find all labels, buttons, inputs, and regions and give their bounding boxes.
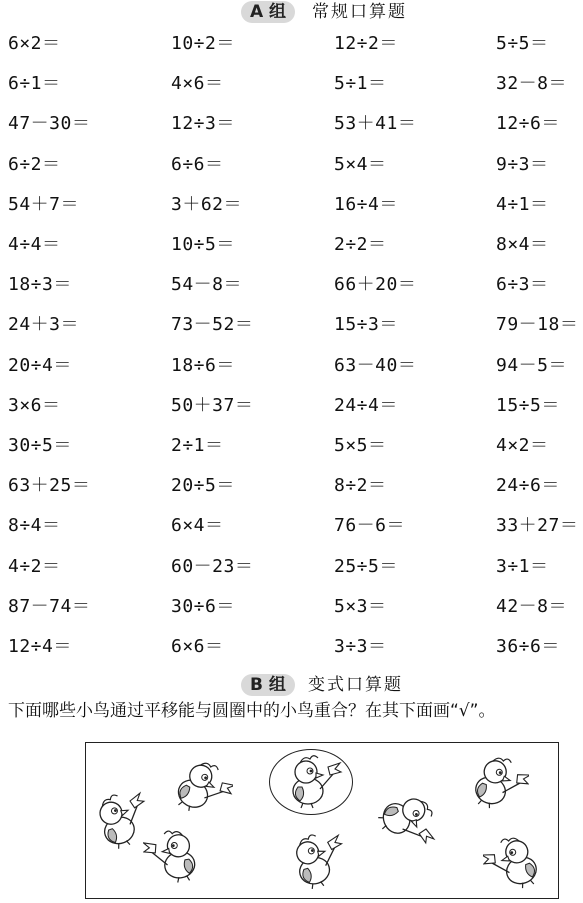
bird-icon: [163, 750, 233, 820]
problem-row: [0, 386, 583, 426]
problem-cell: 4÷1＝: [496, 193, 549, 215]
problem-cell: 54＋7＝: [8, 193, 80, 215]
problem-cell: 5×5＝: [334, 435, 387, 456]
problem-cell: 32－8＝: [496, 73, 568, 95]
section-a-header: [0, 0, 583, 24]
problem-cell: 12÷3＝: [171, 113, 235, 135]
problem-row: [0, 547, 583, 587]
problem-row: [0, 145, 583, 185]
problem-row: [0, 185, 583, 225]
problem-cell: 5×4＝: [334, 153, 387, 175]
reference-bird-icon: [273, 746, 343, 816]
problem-cell: 6×2＝: [8, 33, 61, 54]
problem-row: [0, 225, 583, 265]
problem-cell: 53＋41＝: [334, 113, 417, 135]
problem-cell: 3÷3＝: [334, 636, 387, 657]
problem-cell: 24÷4＝: [334, 394, 398, 416]
section-a-title: 常规口算题: [312, 2, 407, 22]
problem-cell: 8×4＝: [496, 234, 549, 255]
problem-cell: 4÷2＝: [8, 555, 61, 577]
bird-icon: [81, 786, 151, 856]
problem-row: [0, 346, 583, 386]
problem-cell: 73－52＝: [171, 314, 254, 336]
problem-row: [0, 426, 583, 466]
problem-cell: 10÷2＝: [171, 33, 235, 54]
problem-row: [0, 24, 583, 64]
problem-cell: 15÷3＝: [334, 314, 398, 336]
problem-cell: 76－6＝: [334, 515, 406, 537]
problem-cell: 3＋62＝: [171, 193, 243, 215]
problem-cell: 15÷5＝: [496, 394, 560, 416]
problem-row: [0, 587, 583, 627]
problem-cell: 30÷6＝: [171, 595, 235, 617]
problem-cell: 4×2＝: [496, 435, 549, 456]
problem-cell: 18÷3＝: [8, 274, 72, 296]
problem-cell: 63＋25＝: [8, 475, 91, 497]
problem-row: [0, 305, 583, 345]
problem-cell: 16÷4＝: [334, 193, 398, 215]
birds-box: [85, 742, 559, 899]
bird-icon: [143, 820, 213, 890]
problem-cell: 50＋37＝: [171, 394, 254, 416]
problem-cell: 12÷2＝: [334, 33, 398, 54]
instruction-text: 下面哪些小鸟通过平移能与圆圈中的小鸟重合？在其下面画“√”。: [8, 701, 496, 721]
problem-cell: 2÷1＝: [171, 435, 224, 456]
problem-cell: 60－23＝: [171, 555, 254, 577]
problem-cell: 36÷6＝: [496, 636, 560, 657]
problem-row: [0, 64, 583, 104]
section-b-header: [0, 673, 583, 697]
problem-cell: 8÷2＝: [334, 475, 387, 497]
problem-row: [0, 466, 583, 506]
problem-cell: 24＋3＝: [8, 314, 80, 336]
problem-row: [0, 506, 583, 546]
problem-cell: 12÷4＝: [8, 636, 72, 657]
bird-icon: [483, 826, 553, 896]
problem-cell: 6÷1＝: [8, 73, 61, 95]
problem-cell: 33＋27＝: [496, 515, 579, 537]
problem-cell: 63－40＝: [334, 354, 417, 376]
problem-cell: 42－8＝: [496, 595, 568, 617]
problem-cell: 79－18＝: [496, 314, 579, 336]
problem-cell: 9÷3＝: [496, 153, 549, 175]
problem-cell: 3÷1＝: [496, 555, 549, 577]
bird-icon: [371, 780, 441, 850]
problem-cell: 5×3＝: [334, 595, 387, 617]
problem-cell: 66＋20＝: [334, 274, 417, 296]
problem-cell: 6÷6＝: [171, 153, 224, 175]
problem-cell: 25÷5＝: [334, 555, 398, 577]
problem-row: [0, 265, 583, 305]
problem-cell: 4÷4＝: [8, 234, 61, 255]
problem-cell: 20÷4＝: [8, 354, 72, 376]
problem-cell: 20÷5＝: [171, 475, 235, 497]
problem-cell: 8÷4＝: [8, 515, 61, 537]
problem-cell: 6×6＝: [171, 636, 224, 657]
bird-icon: [277, 826, 347, 896]
problem-cell: 12÷6＝: [496, 113, 560, 135]
problem-cell: 18÷6＝: [171, 354, 235, 376]
problem-cell: 5÷1＝: [334, 73, 387, 95]
bird-icon: [459, 746, 529, 816]
problem-cell: 3×6＝: [8, 394, 61, 416]
problem-cell: 94－5＝: [496, 354, 568, 376]
problem-cell: 2÷2＝: [334, 234, 387, 255]
problem-cell: 30÷5＝: [8, 435, 72, 456]
problem-cell: 47－30＝: [8, 113, 91, 135]
problem-cell: 87－74＝: [8, 595, 91, 617]
problem-cell: 6÷3＝: [496, 274, 549, 296]
section-a-badge: A 组: [241, 1, 295, 23]
problem-cell: 5÷5＝: [496, 33, 549, 54]
problem-cell: 4×6＝: [171, 73, 224, 95]
problem-cell: 6÷2＝: [8, 153, 61, 175]
problem-cell: 10÷5＝: [171, 234, 235, 255]
problem-cell: 6×4＝: [171, 515, 224, 537]
problem-row: [0, 627, 583, 667]
problem-cell: 54－8＝: [171, 274, 243, 296]
section-b-badge: B 组: [241, 674, 295, 696]
problem-cell: 24÷6＝: [496, 475, 560, 497]
problem-row: [0, 104, 583, 144]
section-b-title: 变式口算题: [308, 675, 403, 695]
